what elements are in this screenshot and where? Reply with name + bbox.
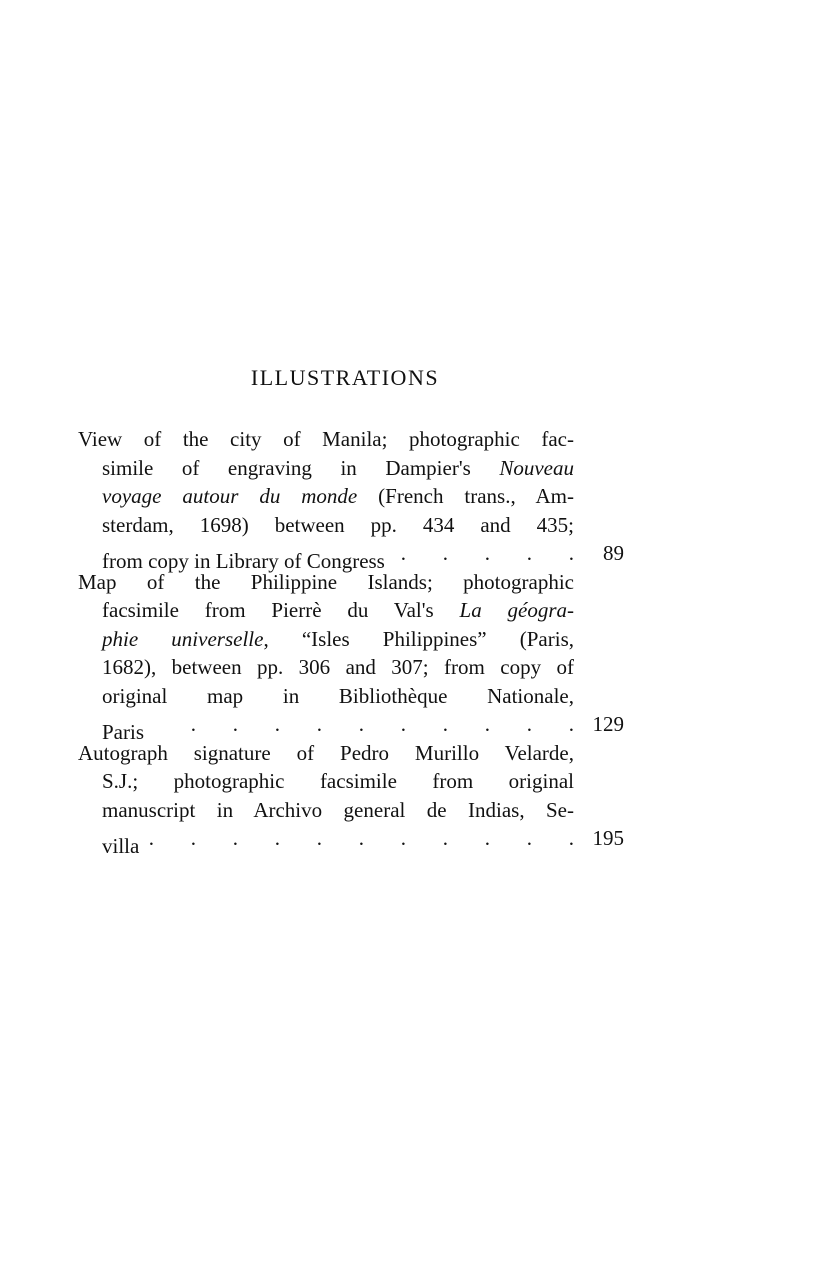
entry-line [78,596,574,625]
entry-line [78,710,574,744]
dot-leader [395,539,574,568]
entry-line: Autograph signature of Pedro Murillo Velarde, [78,740,574,765]
dot-leader [154,710,574,739]
list-item [78,425,624,573]
entry-text: villa [102,833,140,858]
page-number: 129 [592,712,624,736]
entry-line: 1682), between pp. 306 and 307; from copy of [102,655,574,679]
list-item [78,568,624,744]
entry-italic-title: La géogra- [459,598,575,622]
entry-text: from copy in Library of Congress [102,548,385,573]
entry-line [78,824,574,858]
entry-line: Map of the Philippine Islands; photographic [78,569,574,594]
entry-text: , “Isles Philippines” (Paris, [263,626,574,651]
list-item [78,739,624,858]
page-number: 195 [592,826,624,850]
entry-italic-title: Nouveau [499,455,574,480]
entry-line [78,454,574,483]
entry-line: original map in Bibliothèque Nationale, [102,683,574,708]
entry-line: S.J.; photographic facsimile from original [102,769,574,793]
entry-italic-title: phie universelle [102,626,264,651]
page-number: 89 [603,541,624,565]
dot-leader [149,824,574,853]
page-title: ILLUSTRATIONS [250,365,440,390]
entry-text: (French trans., Am- [357,484,574,508]
entry-line [78,625,574,654]
illustrations-list [78,425,624,858]
entry-line: sterdam, 1698) between pp. 434 and 435; [102,512,574,537]
entry-line: View of the city of Manila; photographic fac- [78,427,574,451]
entry-line: manuscript in Archivo general de Indias, Se- [102,797,574,822]
entry-text: simile of engraving in Dampier's [102,455,500,480]
entry-italic-title: voyage autour du monde [102,484,358,508]
entry-text: Paris [102,719,144,744]
entry-line [78,539,574,573]
entry-text: facsimile from Pierrè du Val's [102,598,460,622]
entry-line [78,482,574,511]
